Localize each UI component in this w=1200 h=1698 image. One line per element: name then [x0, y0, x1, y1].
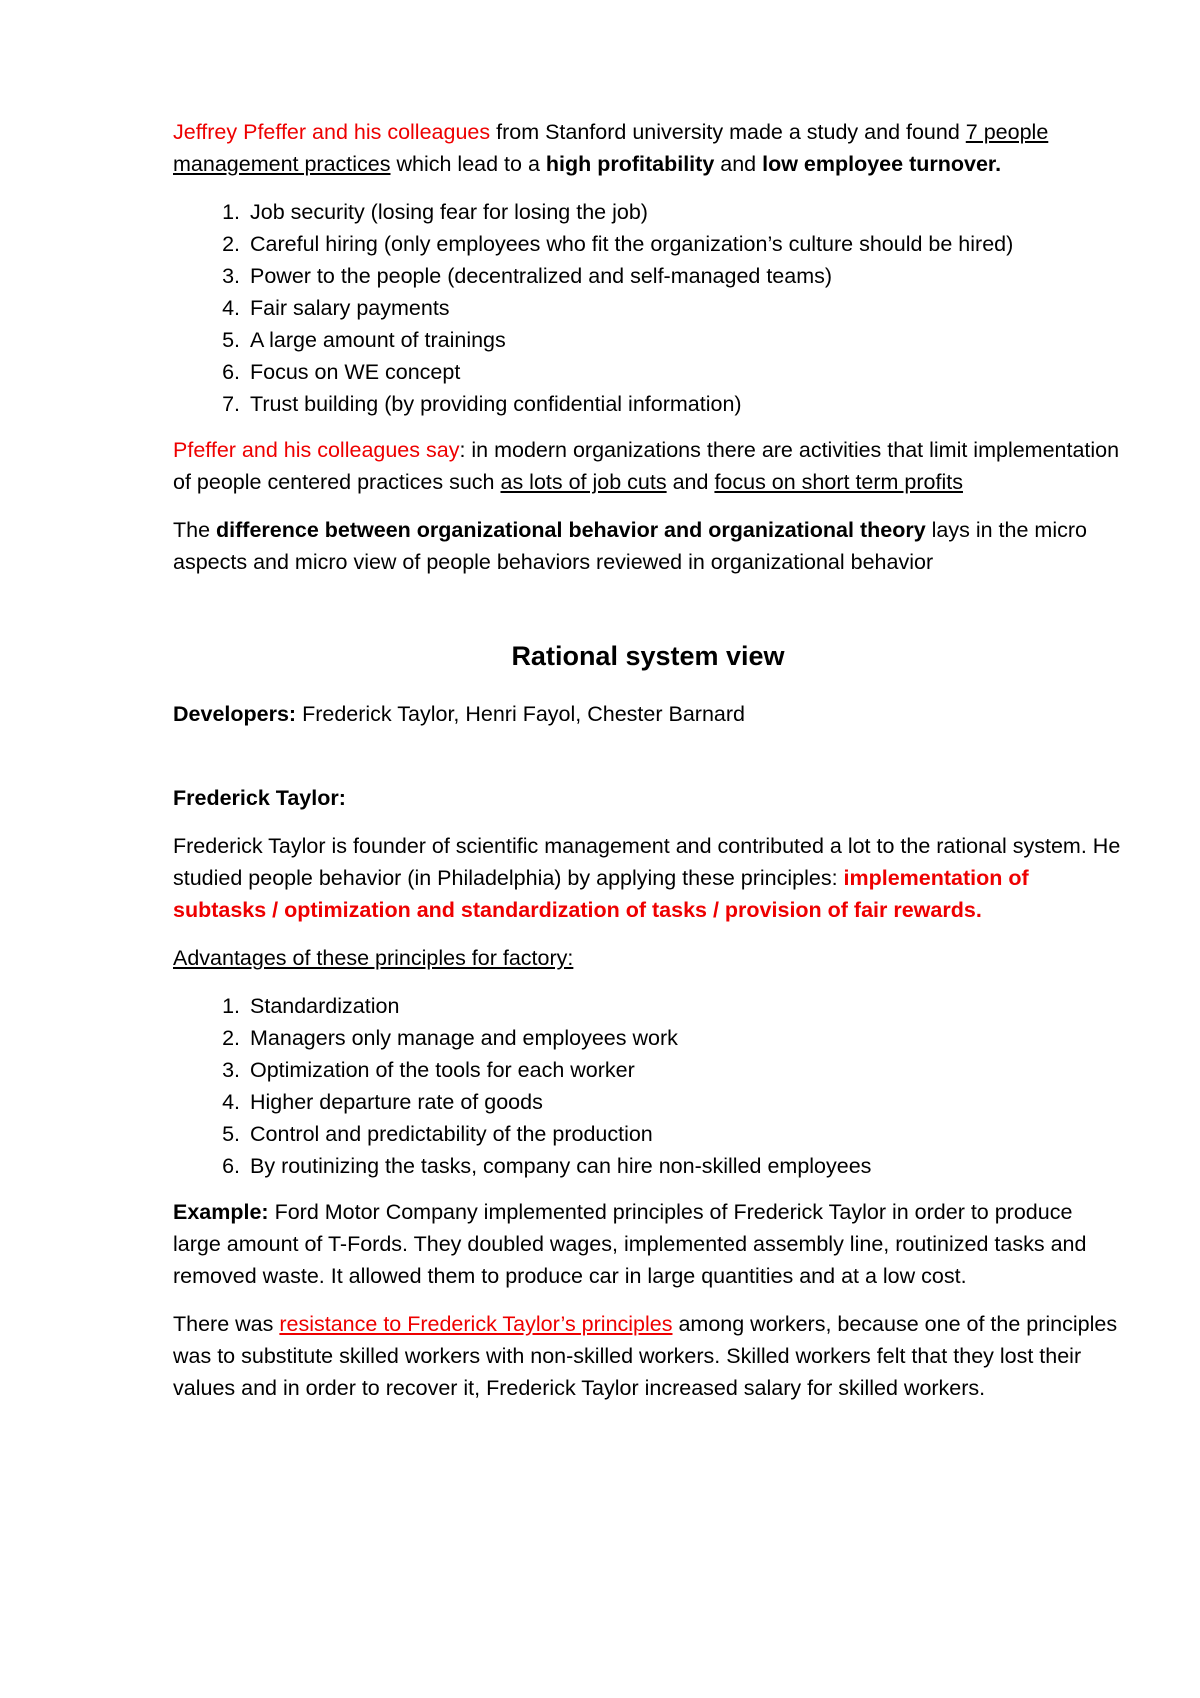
practices-underlined: 7 people management practices [173, 120, 1049, 176]
list-item: 2. Managers only manage and employees work [246, 1022, 1123, 1054]
list-item: 6. By routinizing the tasks, company can hire non-skilled employees [246, 1150, 1123, 1182]
authors-text: Jeffrey Pfeffer and his colleagues [173, 120, 491, 144]
job-cuts-underlined: as lots of job cuts [500, 470, 667, 494]
developers-label: Developers: [173, 702, 297, 726]
list-item: 4. Fair salary payments [246, 292, 1123, 324]
list-item: 7. Trust building (by providing confidential information) [246, 388, 1123, 420]
developers-paragraph [173, 698, 1123, 730]
taylor-paragraph: Frederick Taylor is founder of scientific management and contributed a lot to the rational system. He studied people behavior (in Philadelphia) by applying these principles: implementation of subtasks / optimization and standardization of tasks / provision of fair rewards. [173, 834, 1121, 922]
short-term-underlined: focus on short term profits [714, 470, 963, 494]
taylor-heading: Frederick Taylor: [173, 786, 346, 810]
low-turnover-bold: low employee turnover. [762, 152, 1002, 176]
list-item: 4. Higher departure rate of goods [246, 1086, 1123, 1118]
list-item: 3. Optimization of the tools for each worker [246, 1054, 1123, 1086]
list-item: 5. A large amount of trainings [246, 324, 1123, 356]
list-item: 1. Standardization [246, 990, 1123, 1022]
list-item: 3. Power to the people (decentralized and self-managed teams) [246, 260, 1123, 292]
intro-paragraph: Jeffrey Pfeffer and his colleagues from Stanford university made a study and found 7 people management practices which lead to a high profitability and low employee turnover. [173, 120, 1049, 176]
pfeffer-say-lead: Pfeffer and his colleagues say [173, 438, 460, 462]
example-paragraph: Example: Ford Motor Company implemented principles of Frederick Taylor in order to produce large amount of T-Fords. They doubled wages, implemented assembly line, routinized tasks and removed waste. It allowed them to produce car in large quantities and at a low cost. [173, 1200, 1087, 1288]
advantages-heading: Advantages of these principles for factory: [173, 946, 574, 970]
taylor-principles-red: implementation of subtasks / optimization and standardization of tasks / provision of fair rewards. [173, 866, 1029, 922]
list-item: 1. Job security (losing fear for losing the job) [246, 196, 1123, 228]
high-profitability-bold: high profitability [545, 152, 715, 176]
section-title: Rational system view [511, 641, 785, 671]
developers-names: Frederick Taylor, Henri Fayol, Chester Barnard [296, 702, 745, 726]
list-item: 2. Careful hiring (only employees who fit the organization’s culture should be hired) [246, 228, 1123, 260]
difference-bold: difference between organizational behavior and organizational theory [216, 518, 926, 542]
difference-paragraph: The difference between organizational behavior and organizational theory lays in the micro aspects and micro view of people behaviors reviewed in organizational behavior [173, 518, 1087, 574]
blank-line [173, 746, 1123, 782]
list-item: 6. Focus on WE concept [246, 356, 1123, 388]
resistance-red-underlined: resistance to Frederick Taylor’s principles [279, 1312, 673, 1336]
example-label: Example: [173, 1200, 269, 1224]
resistance-paragraph: There was resistance to Frederick Taylor’s principles among workers, because one of the principles was to substitute skilled workers with non-skilled workers. Skilled workers felt that they lost their values and in order to recover it, Frederick Taylor increased salary for skilled workers. [173, 1312, 1118, 1400]
pfeffer-say-paragraph: Pfeffer and his colleagues say: in modern organizations there are activities that limit implementation of people centered practices such as lots of job cuts and focus on short term profits [173, 438, 1120, 494]
list-item: 5. Control and predictability of the production [246, 1118, 1123, 1150]
practices-list [173, 196, 1123, 420]
advantages-list [173, 990, 1123, 1182]
document-page [173, 116, 1123, 1420]
